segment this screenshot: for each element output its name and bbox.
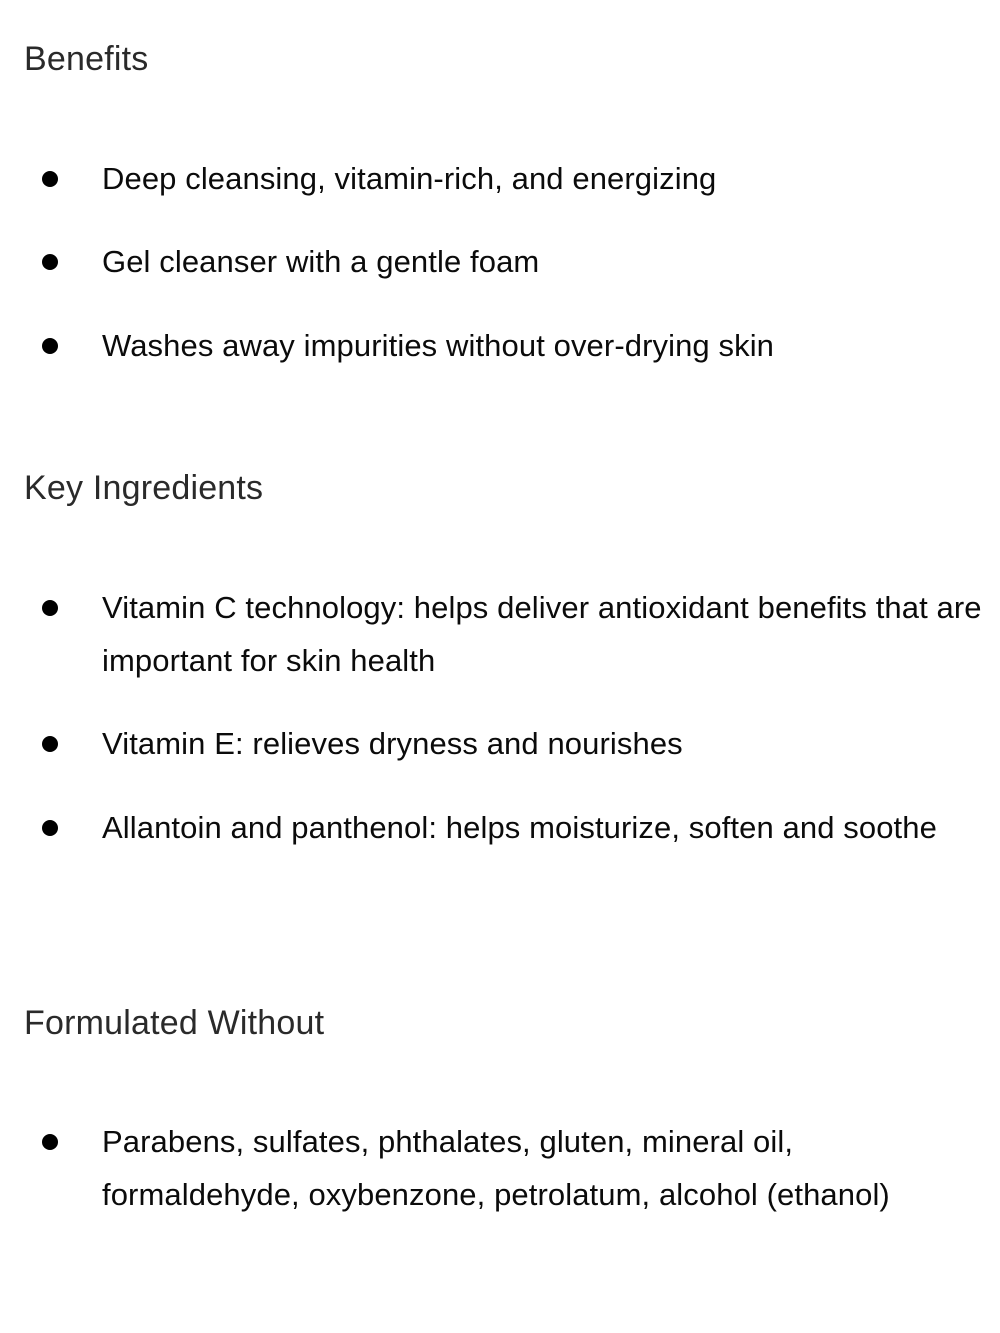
bullet-icon	[42, 254, 58, 270]
list-item-text: Allantoin and panthenol: helps moisturize, soften and soothe	[102, 810, 937, 845]
list-item-text: Vitamin E: relieves dryness and nourishes	[102, 726, 683, 761]
list-item-text: Vitamin C technology: helps deliver antioxidant benefits that are important for skin health	[102, 590, 982, 678]
bullet-icon	[42, 820, 58, 836]
list-item-text: Deep cleansing, vitamin-rich, and energizing	[102, 161, 717, 196]
list-item-text: Washes away impurities without over-drying skin	[102, 328, 775, 363]
section-title-formulated-without: Formulated Without	[24, 1004, 325, 1042]
section-title-benefits: Benefits	[24, 40, 149, 78]
list-item-text: Parabens, sulfates, phthalates, gluten, mineral oil, formaldehyde, oxybenzone, petrolatum, alcohol (ethanol)	[102, 1124, 890, 1212]
bullet-icon	[42, 1134, 58, 1150]
bullet-icon	[42, 736, 58, 752]
bullet-icon	[42, 171, 58, 187]
bullet-icon	[42, 600, 58, 616]
section-title-key-ingredients: Key Ingredients	[24, 469, 264, 507]
bullet-icon	[42, 338, 58, 354]
list-item-text: Gel cleanser with a gentle foam	[102, 244, 540, 279]
